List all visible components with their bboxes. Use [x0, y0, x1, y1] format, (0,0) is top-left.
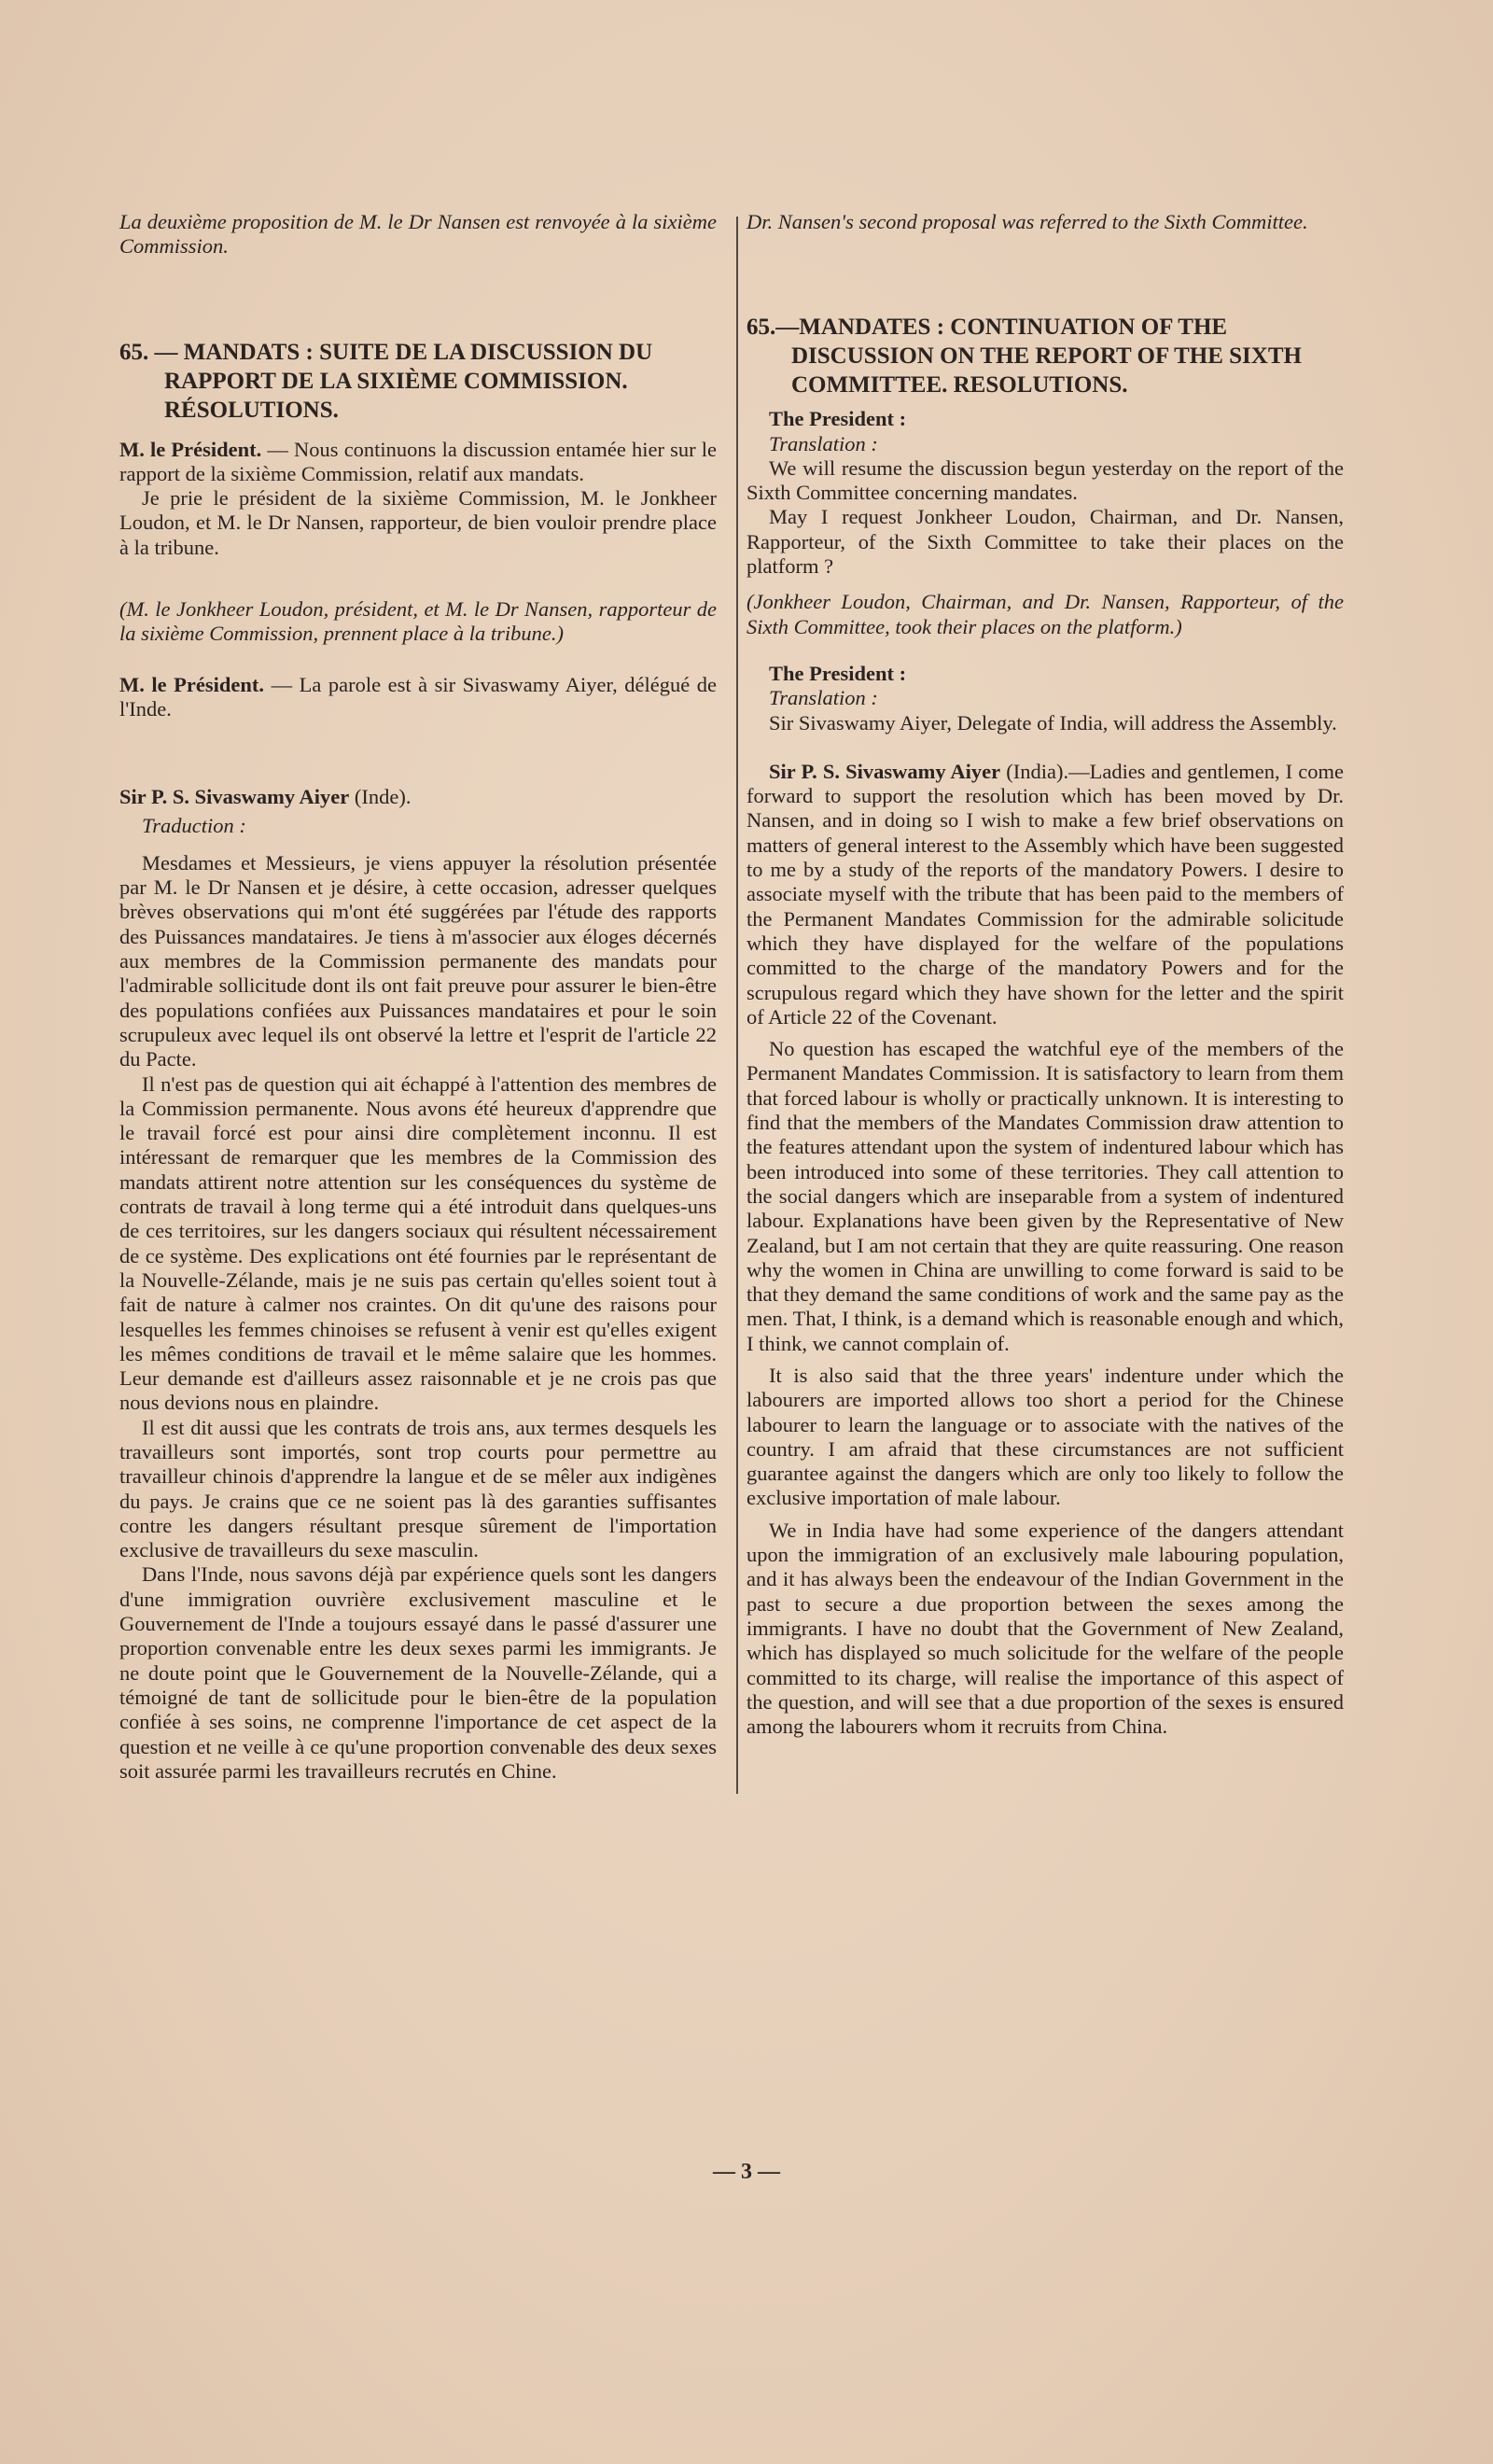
french-paragraph-3: Il est dit aussi que les contrats de trois ans, aux termes desquels les travailleurs sont importés, sont trop courts pour permettre au travailleur chinois d'apprendre la langue et de se mêler aux indigènes du pays. Je crains que ce ne soient pas là des garanties suffisantes contre les dangers résultant presque sûrement de l'importation exclusive de travailleurs du sexe masculin.	[119, 1415, 717, 1562]
english-column	[746, 210, 1344, 1739]
english-president-text: We will resume the discussion begun yesterday on the report of the Sixth Committee concerning mandates.	[746, 455, 1344, 505]
french-sivaswamy-speaker: Sir P. S. Sivaswamy Aiyer	[119, 785, 350, 809]
english-paragraph-2: No question has escaped the watchful eye of the members of the Permanent Mandates Commission. It is satisfactory to learn from them that forced labour is wholly or practically unknown. It is interesting to find that the members of the Mandates Commission draw attention to the features attendant upon the system of indentured labour which has been introduced into some of these territories. They call attention to the social dangers which are inseparable from a system of indentured labour. Explanations have been given by the Representative of New Zealand, but I am not certain that they are quite reassuring. One reason why the women in China are unwilling to come forward is said to be that they demand the same conditions of work and the same pay as the men. That, I think, is a demand which is reasonable enough and which, I think, we cannot complain of.	[746, 1037, 1344, 1355]
english-president-speaker: The President :	[769, 407, 907, 431]
french-heading: 65. — MANDATS : SUITE DE LA DISCUSSION DU RAPPORT DE LA SIXIÈME COMMISSION. RÉSOLUTIONS.	[119, 339, 653, 423]
english-sivaswamy-country: (India).	[1000, 759, 1069, 783]
french-sivaswamy-country: (Inde).	[349, 785, 412, 809]
french-president2-text: — La parole est à sir Sivaswamy Aiyer, délégué de l'Inde.	[119, 672, 717, 721]
english-stage-direction: (Jonkheer Loudon, Chairman, and Dr. Nansen, Rapporteur, of the Sixth Committee, took their places on the platform.)	[746, 590, 1344, 638]
english-paragraph-4: We in India have had some experience of the dangers attendant upon the immigration of an exclusively male labouring population, and it has always been the endeavour of the Indian Government in the past to secure a due proportion between the sexes among the immigrants. I have no doubt that the Government of New Zealand, which has displayed so much solicitude for the welfare of the people committed to its charge, will realise the importance of this aspect of the question, and will see that a due proportion of the sexes is ensured among the labourers whom it recruits from China.	[746, 1518, 1344, 1739]
french-paragraph-2: Il n'est pas de question qui ait échappé à l'attention des membres de la Commission permanente. Nous avons été heureux d'apprendre que le travail forcé est pour ainsi dire complètement inconnu. Il est intéressant de remarquer que les membres de la Commission des mandats attirent notre attention sur les conséquences du système de contrats de travail à long terme qui a été introduit dans quelques-uns de ces territoires, sur les dangers sociaux qui résultent nécessairement de ce système. Des explications ont été fournies par le représentant de la Nouvelle-Zélande, mais je ne suis pas certain qu'elles soient tout à fait de nature à calmer nos craintes. On dit qu'une des raisons pour lesquelles les femmes chinoises se refusent à venir est qu'elles exigent les mêmes conditions de travail et le même salaire que les hommes. Leur demande est d'ailleurs assez raisonnable et je ne crois pas que nous devions nous en plaindre.	[119, 1071, 717, 1415]
french-president2-paragraph	[119, 673, 717, 722]
french-president2-speaker: M. le Président.	[119, 672, 265, 696]
french-paragraph-4: Dans l'Inde, nous savons déjà par expérience quels sont les dangers d'une immigration ouvrière exclusivement masculine et le Gouvernement de l'Inde a toujours essayé dans le passé d'assurer une proportion convenable entre les deux sexes parmi les immigrants. Je ne doute point que le Gouvernement de la Nouvelle-Zélande, qui a témoigné de tant de sollicitude pour le bien-être de la population confiée à ses soins, ne comprenne l'importance de cet aspect de la question et ne veille à ce qu'une proportion convenable des deux sexes soit assurée parmi les travailleurs recrutés en Chine.	[119, 1562, 717, 1783]
english-heading: 65.—MANDATES : CONTINUATION OF THE DISCUSSION ON THE REPORT OF THE SIXTH COMMITTEE. RESOLUTIONS.	[746, 315, 1302, 399]
english-president2-text: Sir Sivaswamy Aiyer, Delegate of India, will address the Assembly.	[769, 710, 1337, 735]
french-sivaswamy-line	[119, 785, 717, 809]
english-translation-label: Translation :	[769, 431, 878, 455]
french-column	[119, 210, 717, 1784]
french-president-request: Je prie le président de la sixième Commission, M. le Jonkheer Loudon, et M. le Dr Nansen, rapporteur, de bien vouloir prendre place à la tribune.	[119, 486, 717, 559]
english-sivaswamy-speaker: Sir P. S. Sivaswamy Aiyer	[769, 759, 1001, 783]
french-stage-direction: (M. le Jonkheer Loudon, président, et M. le Dr Nansen, rapporteur de la sixième Commission, prennent place à la tribune.)	[119, 597, 717, 646]
english-president2-speaker: The President :	[769, 661, 907, 685]
page-number: — 3 —	[713, 2160, 780, 2184]
english-intro: Dr. Nansen's second proposal was referred to the Sixth Committee.	[746, 210, 1308, 233]
english-paragraph-3: It is also said that the three years' indenture under which the labourers are imported allows too short a period for the Chinese labourer to learn the language or to associate with the natives of the country. I am afraid that these circumstances are not sufficient guarantee against the dangers which are only too likely to follow the exclusive importation of male labour.	[746, 1363, 1344, 1510]
french-intro: La deuxième proposition de M. le Dr Nansen est renvoyée à la sixième Commission.	[119, 210, 717, 259]
english-paragraph-1-text: —Ladies and gentlemen, I come forward to support the resolution which has been moved by Dr. Nansen, and in doing so I wish to make a few brief observations on matters of general interest to the Assembly which have been suggested to me by a study of the reports of the mandatory Powers. I desire to associate myself with the tribute that has been paid to the members of the Permanent Mandates Commission for the admirable solicitude which they have displayed for the welfare of the populations committed to the charge of the mandatory Powers and for the scrupulous regard which they have shown for the letter and the spirit of Article 22 of the Covenant.	[746, 759, 1344, 1029]
column-divider	[736, 217, 738, 1794]
french-president-speaker: M. le Président.	[119, 437, 262, 461]
french-president-paragraph	[119, 438, 717, 487]
english-president-request: May I request Jonkheer Loudon, Chairman, and Dr. Nansen, Rapporteur, of the Sixth Committee to take their places on the platform ?	[746, 505, 1344, 579]
french-president-text: — Nous continuons la discussion entamée hier sur le rapport de la sixième Commission, relatif aux mandats.	[119, 437, 717, 485]
english-translation-label-2: Translation :	[769, 686, 878, 710]
french-traduction-label: Traduction :	[142, 813, 246, 837]
english-paragraph-1	[746, 760, 1344, 1029]
french-paragraph-1: Mesdames et Messieurs, je viens appuyer la résolution présentée par M. le Dr Nansen et je désire, à cette occasion, adresser quelques brèves observations qui m'ont été suggérées par l'étude des rapports des Puissances mandataires. Je tiens à m'associer aux éloges décernés aux membres de la Commission permanente des mandats pour l'admirable sollicitude dont ils ont fait preuve pour assurer le bien-être des populations confiées aux Puissances mandataires et pour le soin scrupuleux avec lequel ils ont observé la lettre et l'esprit de l'article 22 du Pacte.	[119, 850, 717, 1071]
